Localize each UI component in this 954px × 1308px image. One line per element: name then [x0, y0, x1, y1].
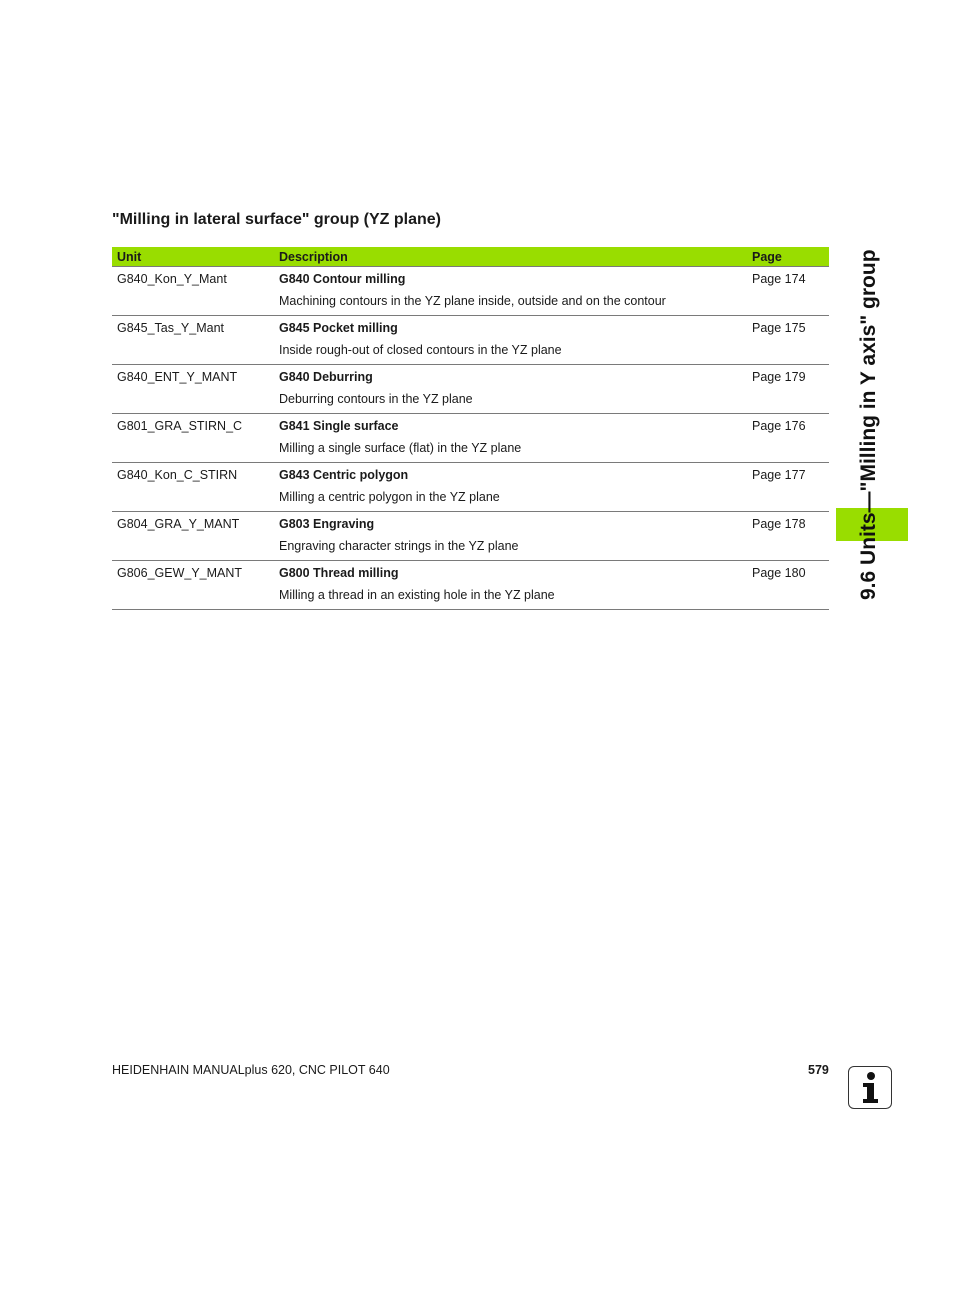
cycle-title: G803 Engraving	[279, 517, 375, 531]
cycle-description: Inside rough-out of closed contours in the YZ plane	[274, 339, 747, 365]
unit-name: G806_GEW_Y_MANT	[112, 561, 274, 610]
cycle-description: Deburring contours in the YZ plane	[274, 388, 747, 414]
page-reference[interactable]: Page 176	[747, 414, 829, 463]
page-reference[interactable]: Page 177	[747, 463, 829, 512]
section-title: "Milling in lateral surface" group (YZ plane)	[112, 211, 441, 228]
table-row	[112, 267, 829, 291]
unit-name: G840_ENT_Y_MANT	[112, 365, 274, 414]
cycle-description: Engraving character strings in the YZ plane	[274, 535, 747, 561]
table-row	[112, 463, 829, 487]
page-reference[interactable]: Page 174	[747, 267, 829, 316]
header-description: Description	[274, 247, 747, 267]
table-row	[112, 414, 829, 438]
cycle-title: G840 Contour milling	[279, 272, 406, 286]
cycle-description: Milling a single surface (flat) in the YZ plane	[274, 437, 747, 463]
cycle-title: G800 Thread milling	[279, 566, 399, 580]
cycle-description: Milling a centric polygon in the YZ plane	[274, 486, 747, 512]
table-row	[112, 316, 829, 340]
cycle-description: Milling a thread in an existing hole in the YZ plane	[274, 584, 747, 610]
unit-name: G840_Kon_Y_Mant	[112, 267, 274, 316]
cycle-description: Machining contours in the YZ plane inside, outside and on the contour	[274, 290, 747, 316]
unit-name: G801_GRA_STIRN_C	[112, 414, 274, 463]
table-row	[112, 365, 829, 389]
page-reference[interactable]: Page 175	[747, 316, 829, 365]
header-page: Page	[747, 247, 829, 267]
header-unit: Unit	[112, 247, 274, 267]
page-reference[interactable]: Page 179	[747, 365, 829, 414]
page-reference[interactable]: Page 180	[747, 561, 829, 610]
units-table	[112, 247, 829, 610]
cycle-title: G845 Pocket milling	[279, 321, 398, 335]
cycle-title: G840 Deburring	[279, 370, 373, 384]
cycle-title: G841 Single surface	[279, 419, 399, 433]
table-row	[112, 561, 829, 585]
cycle-title: G843 Centric polygon	[279, 468, 409, 482]
footer-text: HEIDENHAIN MANUALplus 620, CNC PILOT 640	[112, 1063, 390, 1077]
unit-name: G840_Kon_C_STIRN	[112, 463, 274, 512]
table-row	[112, 512, 829, 536]
unit-name: G845_Tas_Y_Mant	[112, 316, 274, 365]
info-icon	[848, 1066, 892, 1109]
page-number: 579	[808, 1063, 829, 1077]
unit-name: G804_GRA_Y_MANT	[112, 512, 274, 561]
chapter-side-heading: 9.6 Units—"Milling in Y axis" group	[857, 249, 880, 600]
page-reference[interactable]: Page 178	[747, 512, 829, 561]
table-header-row	[112, 247, 829, 267]
